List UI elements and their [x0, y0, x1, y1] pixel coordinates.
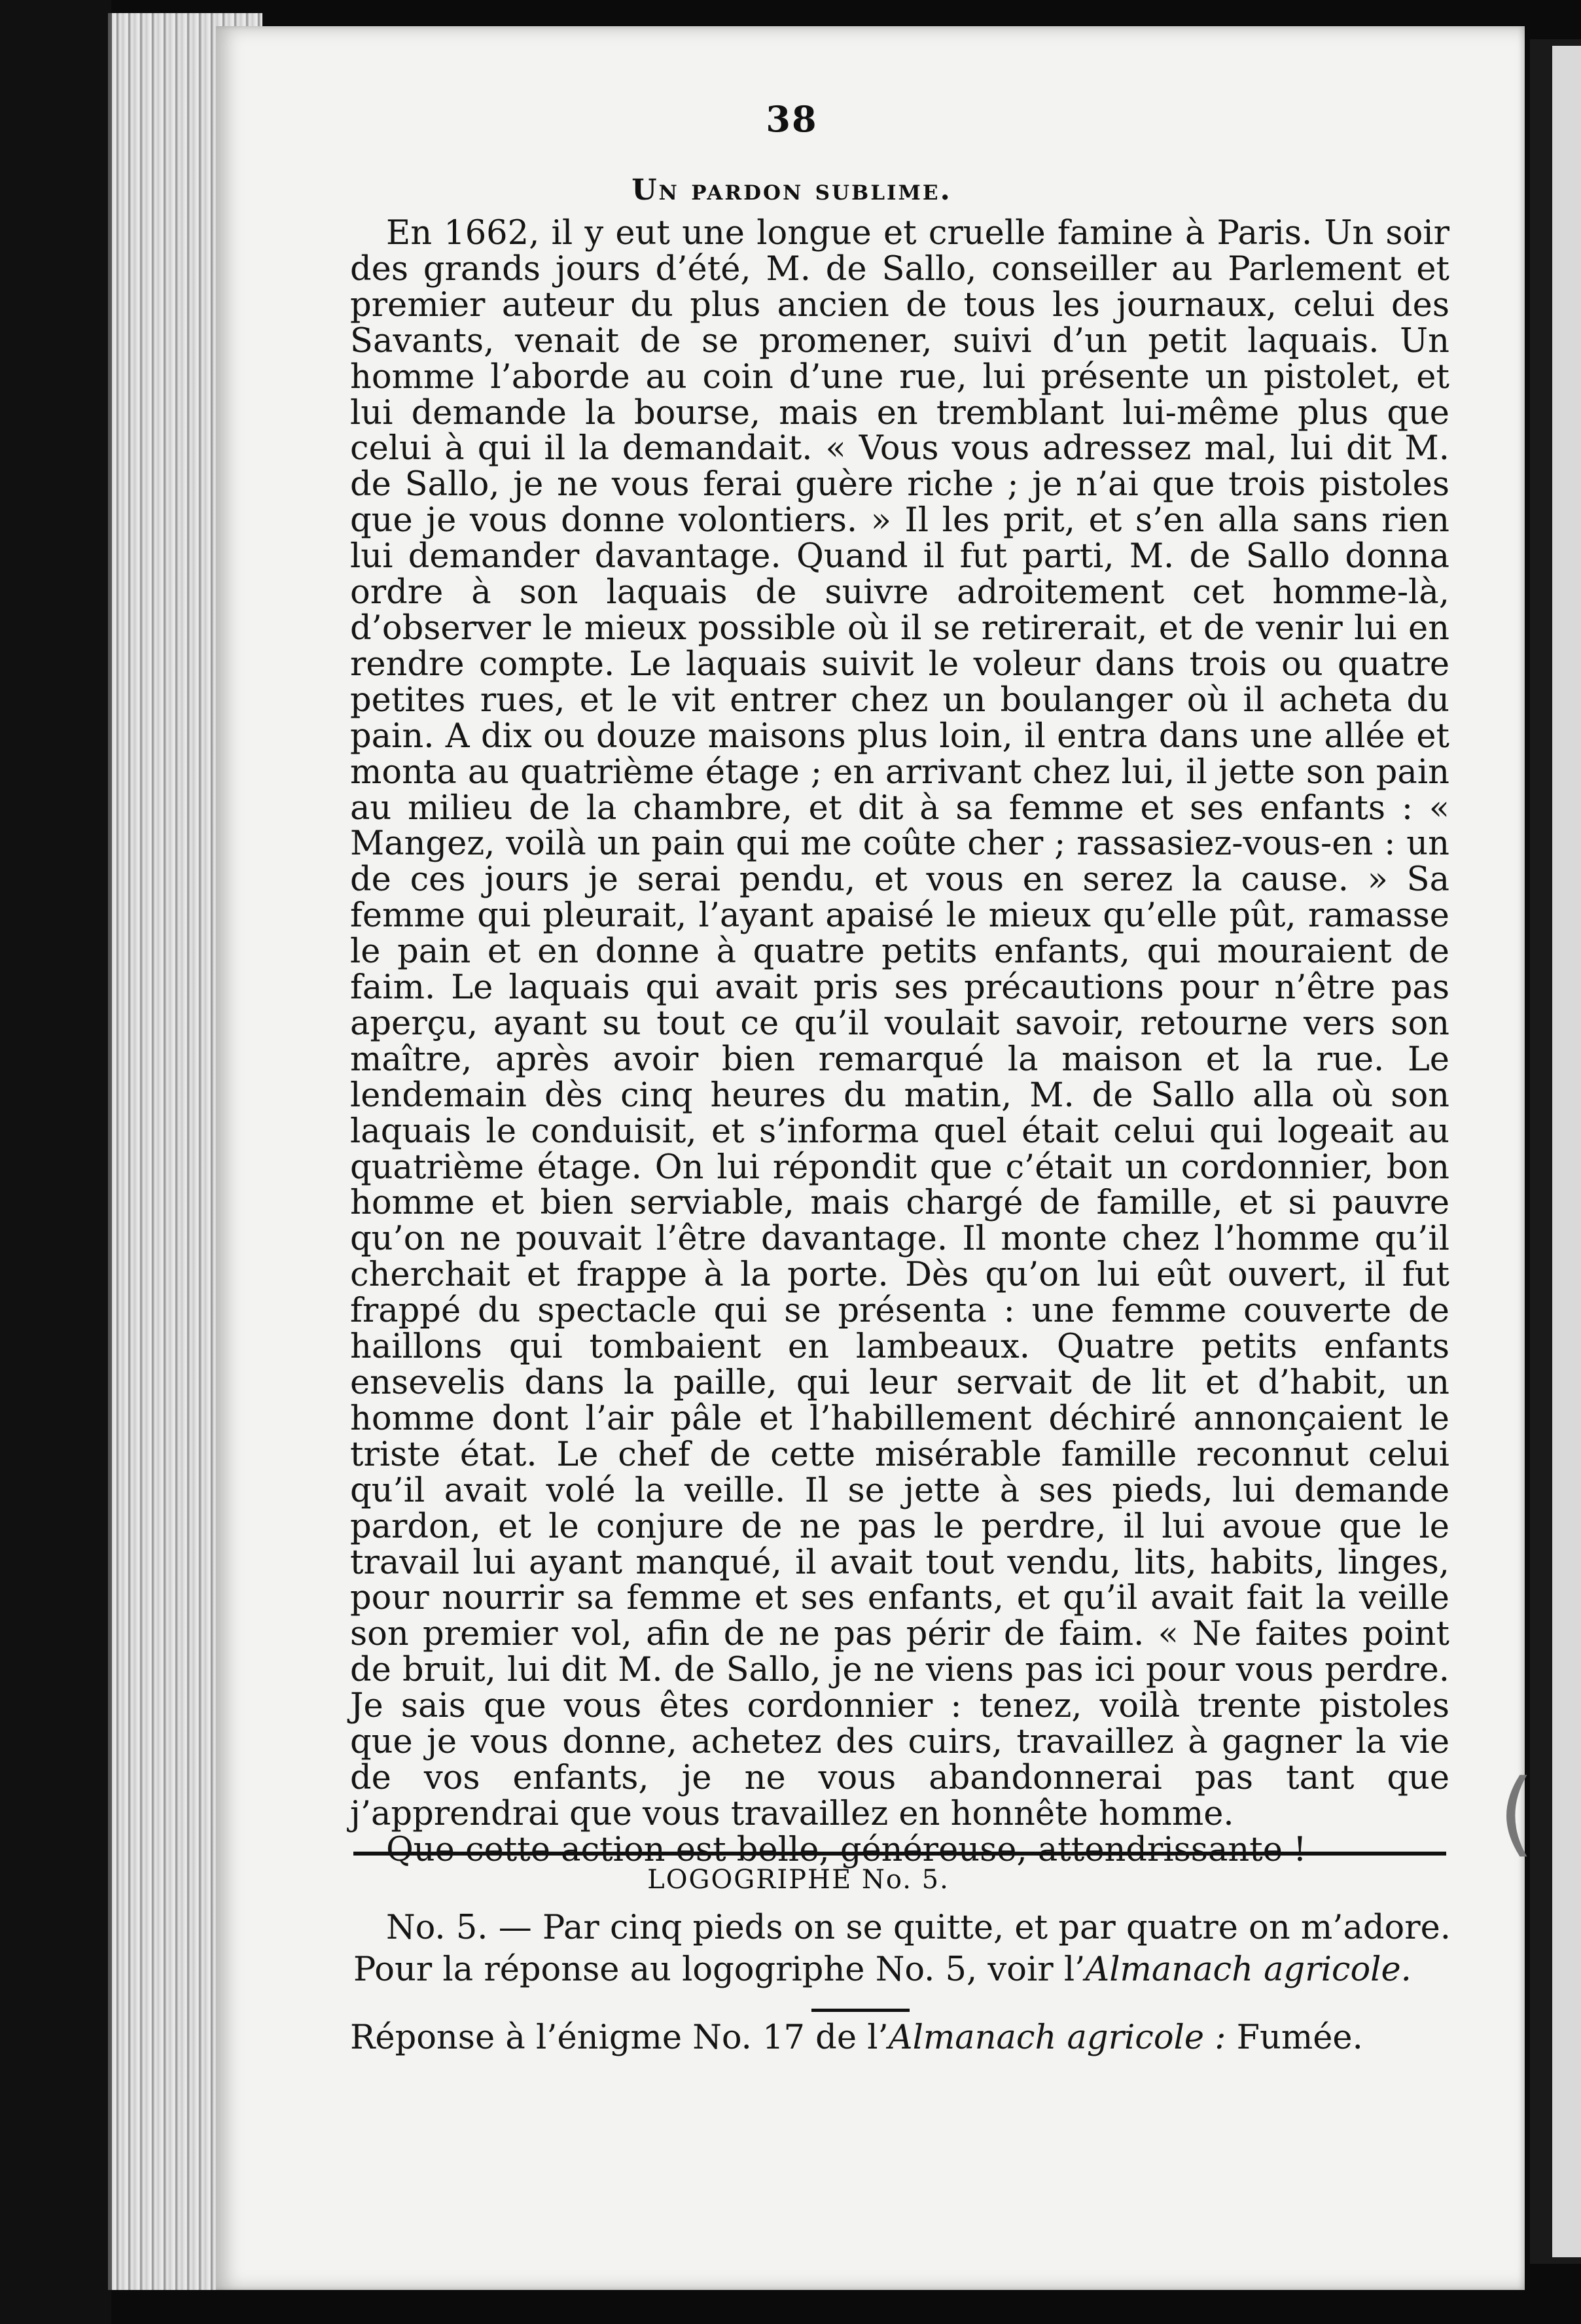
answer-prefix: Réponse à l’énigme No. 17 de l’: [350, 2018, 889, 2057]
article-paragraph: Que cette action est belle, généreuse, attendrissante !: [386, 1830, 1307, 1869]
answer-value: Fumée.: [1226, 2018, 1363, 2057]
page-fold-mark: (: [1499, 1760, 1535, 1867]
next-page-edge: [1552, 46, 1581, 2257]
page-number: 38: [766, 98, 818, 140]
logogriphe-text: [353, 1907, 1453, 1991]
section-divider: [353, 1852, 1446, 1856]
logogriphe-title: LOGOGRIPHE No. 5.: [647, 1865, 950, 1895]
enigma-answer: [350, 2018, 1463, 2057]
answer-almanach-title: Almanach agricole :: [888, 2018, 1226, 2057]
short-divider: [811, 2009, 910, 2012]
scan-background: [0, 0, 111, 2324]
almanach-title: Almanach agricole.: [1085, 1950, 1412, 1989]
logogriphe-reference: [353, 1949, 1453, 1991]
article-paragraph: En 1662, il y eut une longue et cruelle famine à Paris. Un soir des grands jours d’été, M. de Sallo, conseiller au Parlement et premier auteur du plus ancien de tous les journaux, celui des Savants, venait de se promener, suivi d’un petit laquais. Un homme l’aborde au coin d’une rue, lui présente un pistolet, et lui demande la bourse, mais en tremblant lui-même plus que celui à qui il la demandait. « Vous vous adressez mal, lui dit M. de Sallo, je ne vous ferai guère riche ; je n’ai que trois pistoles que je vous donne volontiers. » Il les prit, et s’en alla sans rien lui demander davantage. Quand il fut parti, M. de Sallo donna ordre à son laquais de suivre adroitement cet homme-là, d’observer le mieux possible où il se retirerait, et de venir lui en rendre compte. Le laquais suivit le voleur dans trois ou quatre petites rues, et le vit entrer chez un boulanger où il acheta du pain. A dix ou douze maisons plus loin, il entra dans une allée et monta au quatrième étage ; en arrivant chez lui, il jette son pain au milieu de la chambre, et dit à sa femme et ses enfants : « Mangez, voilà un pain qui me coûte cher ; rassasiez-vous-en : un de ces jours je serai pendu, et vous en serez la cause. » Sa femme qui pleurait, l’ayant apaisé le mieux qu’elle pût, ramasse le pain et en donne à quatre petits enfants, qui mouraient de faim. Le laquais qui avait pris ses précautions pour n’être pas aperçu, ayant su tout ce qu’il voulait savoir, retourne vers son maître, après avoir bien remarqué la maison et la rue. Le lendemain dès cinq heures du matin, M. de Sallo alla où son laquais le conduisit, et s’informa quel était celui qui logeait au quatrième étage. On lui répondit que c’était un cordonnier, bon homme et bien serviable, mais chargé de famille, et si pauvre qu’on ne pouvait l’être davantage. Il monte chez l’homme qu’il cherchait et frappe à la porte. Dès qu’on lui eût ouvert, il fut frappé du spectacle qui se présenta : une femme couverte de haillons qui tombaient en lambeaux. Quatre petits enfants ensevelis dans la paille, qui leur servait de lit et d’habit, un homme dont l’air pâle et l’habillement déchiré annonçaient le triste état. Le chef de cette misérable famille reconnut celui qu’il avait volé la veille. Il se jette à ses pieds, lui demande pardon, et le conjure de ne pas le perdre, il lui avoue que le travail lui ayant manqué, il avait tout vendu, lits, habits, linges, pour nourrir sa femme et ses enfants, et qu’il avait fait la veille son premier vol, afin de ne pas périr de faim. « Ne faites point de bruit, lui dit M. de Sallo, je ne viens pas ici pour vous perdre. Je sais que vous êtes cordonnier : tenez, voilà trente pistoles que je vous donne, achetez des cuirs, travaillez à gagner la vie de vos enfants, je ne vous abandonnerai pas tant que j’apprendrai que vous travaillez en honnête homme.: [350, 214, 1449, 1833]
article-title: Un pardon sublime.: [631, 173, 952, 207]
logogriphe-riddle: No. 5. — Par cinq pieds on se quitte, et par quatre on m’adore.: [386, 1909, 1451, 1947]
logogriphe-reference-text: Pour la réponse au logogriphe No. 5, voir l’: [353, 1950, 1086, 1989]
article-body: [350, 216, 1449, 1869]
